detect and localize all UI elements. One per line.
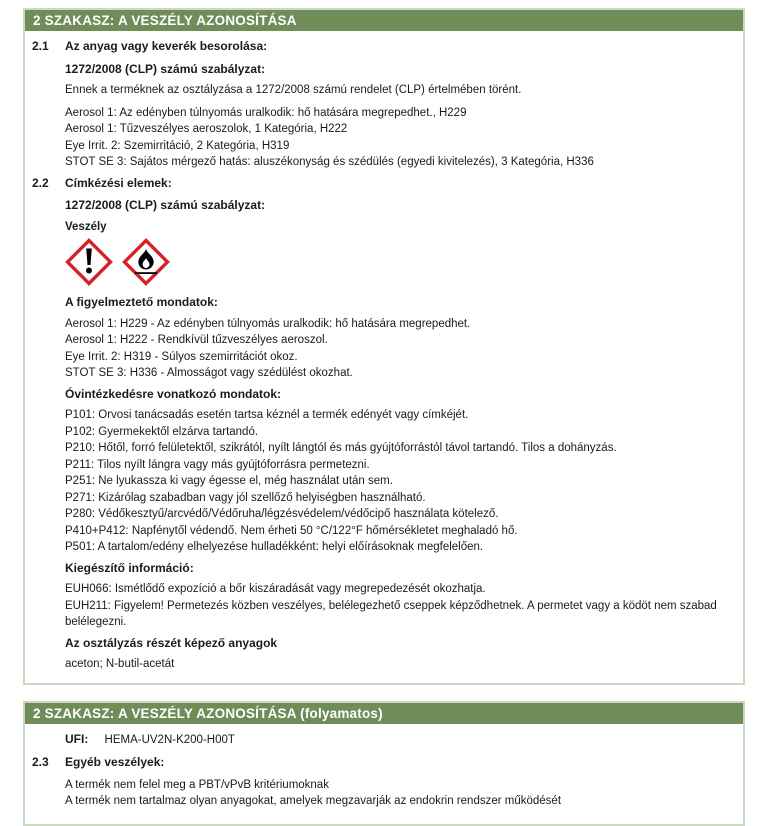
subsection-number: 2.1 (32, 39, 49, 53)
other-hazard-line: A termék nem felel meg a PBT/vPvB kritériumoknak (65, 778, 329, 791)
section-2-header: 2 SZAKASZ: A VESZÉLY AZONOSÍTÁSA (25, 10, 743, 31)
supplemental-statement: EUH066: Ismétlődő expozíció a bőr kiszáradását vagy megrepedezését okozhatja. (65, 583, 486, 595)
sds-document-page (0, 8, 767, 807)
supplemental-statements-list (65, 581, 731, 631)
classification-intro: Ennek a terméknek az osztályzása a 1272/2008 számú rendelet (CLP) értelmében törént. (65, 84, 522, 96)
hazard-statement: STOT SE 3: H336 - Almosságot vagy szédülést okozhat. (65, 367, 353, 379)
subsection-title: Egyéb veszélyek: (65, 755, 165, 769)
subsection-2-1-heading (32, 38, 731, 56)
ghs02-flame-icon (122, 238, 170, 286)
precautionary-statement: P251: Ne lyukassza ki vagy égesse el, még használat után sem. (65, 475, 393, 487)
section-2-continued-header: 2 SZAKASZ: A VESZÉLY AZONOSÍTÁSA (folyamatos) (25, 703, 743, 724)
precautionary-statements-list (65, 407, 731, 556)
subsection-number: 2.3 (32, 755, 49, 769)
precautionary-statement: P501: A tartalom/edény elhelyezése hulladékként: helyi előírásoknak megfelelően. (65, 541, 484, 553)
supplemental-info-heading: Kiegészítő információ: (65, 560, 194, 575)
precautionary-statement: P102: Gyermekektől elzárva tartandó. (65, 425, 259, 438)
ufi-row (65, 731, 731, 749)
classification-item: Aerosol 1: Tűzveszélyes aeroszolok, 1 Kategória, H222 (65, 123, 348, 135)
substances-value: aceton; N-butil-acetát (65, 658, 175, 670)
precautionary-statement: P280: Védőkesztyű/arcvédő/Védőruha/légzésvédelem/védőcipő használata kötelező. (65, 508, 499, 520)
hazard-statement: Aerosol 1: H229 - Az edényben túlnyomás uralkodik: hő hatására megrepedhet. (65, 317, 471, 330)
clp-regulation-heading: 1272/2008 (CLP) számú szabályzat: (65, 198, 266, 212)
ufi-value: HEMA-UV2N-K200-H00T (104, 733, 235, 746)
hazard-statements-list (65, 316, 731, 382)
other-hazard-line: A termék nem tartalmaz olyan anyagokat, amelyek megzavarják az endokrin rendszer működését (65, 795, 562, 807)
substances-heading: Az osztályzás részét képező anyagok (65, 635, 278, 650)
section-2-continued-box (23, 701, 745, 826)
precautionary-statement: P210: Hőtől, forró felületektől, szikrától, nyílt lángtól és más gyújtóforrástól távol tartandó. Tilos a dohányzás. (65, 442, 617, 454)
subsection-title: Címkézési elemek: (65, 175, 172, 190)
section-2-box (23, 8, 745, 685)
clp-regulation-heading: 1272/2008 (CLP) számú szabályzat: (65, 61, 266, 76)
precautionary-statement: P211: Tilos nyílt lángra vagy más gyújtóforrásra permetezni. (65, 458, 370, 471)
other-hazards-list (65, 777, 731, 810)
hazard-statement: Aerosol 1: H222 - Rendkívül tűzveszélyes aeroszol. (65, 334, 328, 346)
classification-item: Eye Irrit. 2: Szemirritáció, 2 Kategória, H319 (65, 139, 290, 152)
supplemental-statement: EUH211: Figyelem! Permetezés közben veszélyes, belélegezhető cseppek képződhetnek. A permetet vagy a ködöt nem szabad belélegezni. (65, 599, 717, 628)
section-2-continued-content (25, 724, 743, 824)
ghs07-exclamation-icon (65, 238, 113, 286)
classification-item: Aerosol 1: Az edényben túlnyomás uralkodik: hő hatására megrepedhet., H229 (65, 106, 467, 119)
section-2-content (25, 31, 743, 683)
signal-word: Veszély (65, 220, 107, 233)
hazard-statements-heading: A figyelmeztető mondatok: (65, 295, 218, 309)
subsection-title: Az anyag vagy keverék besorolása: (65, 39, 268, 53)
subsection-2-3-heading (32, 754, 731, 772)
precautionary-statement: P101: Orvosi tanácsadás esetén tartsa kéznél a termék edényét vagy címkéjét. (65, 409, 469, 421)
precautionary-statement: P410+P412: Napfénytől védendő. Nem érheti 50 °C/122°F hőmérsékletet meghaladó hő. (65, 524, 518, 537)
ghs-pictogram-row (65, 238, 731, 286)
subsection-number: 2.2 (32, 175, 49, 190)
ufi-label: UFI: (65, 731, 89, 746)
classification-list (65, 105, 731, 171)
hazard-statement: Eye Irrit. 2: H319 - Súlyos szemirritációt okoz. (65, 350, 298, 363)
precautionary-statement: P271: Kizárólag szabadban vagy jól szellőző helyiségben használható. (65, 491, 426, 504)
classification-item: STOT SE 3: Sajátos mérgező hatás: aluszékonyság és szédülés (egyedi kivitelezés), 3 Kategória, H336 (65, 156, 594, 168)
subsection-2-2-heading (32, 175, 731, 193)
precautionary-statements-heading: Óvintézkedésre vonatkozó mondatok: (65, 386, 282, 401)
